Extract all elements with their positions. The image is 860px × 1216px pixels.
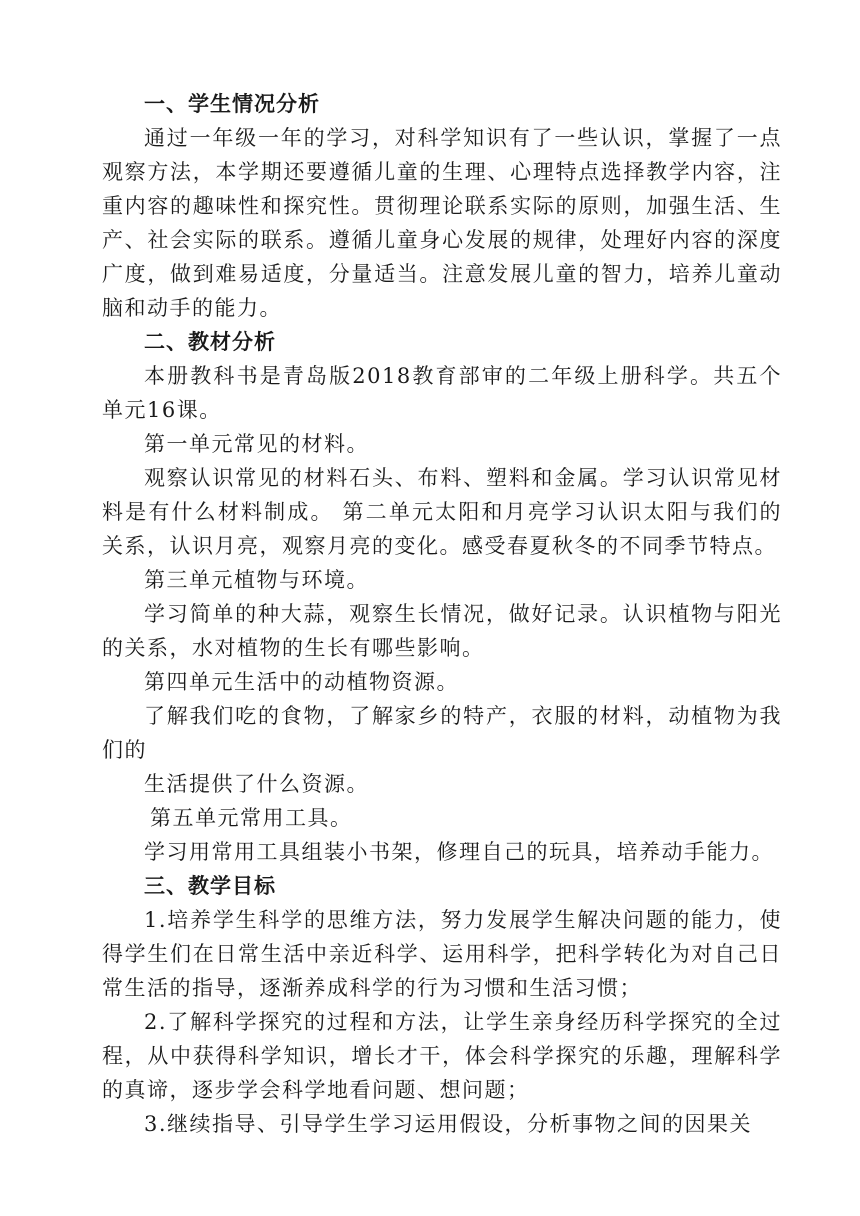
paragraph-goal-2: 2.了解科学探究的过程和方法，让学生亲身经历科学探究的全过程，从中获得科学知识，增长才干，体会科学探究的乐趣，理解科学的真谛，逐步学会科学地看问题、想问题； [102,1010,782,1102]
section-heading-teaching-goals: 三、教学目标 [144,874,276,898]
section-heading-textbook-analysis: 二、教材分析 [144,330,276,354]
paragraph-student-analysis: 通过一年级一年的学习，对科学知识有了一些认识，掌握了一点观察方法，本学期还要遵循儿童的生理、心理特点选择教学内容，注重内容的趣味性和探究性。贯彻理论联系实际的原则，加强生活、生产、社会实际的联系。遵循儿童身心发展的规律，处理好内容的深度广度，做到难易适度，分量适当。注意发展儿童的智力，培养儿童动脑和动手的能力。 [102,126,782,320]
paragraph-unit-four-content: 了解我们吃的食物，了解家乡的特产，衣服的材料，动植物为我们的 [102,704,782,762]
paragraph-unit-four-title: 第四单元生活中的动植物资源。 [144,670,459,694]
paragraph-goal-3: 3.继续指导、引导学生学习运用假设，分析事物之间的因果关 [144,1112,753,1136]
paragraph-unit-three-title: 第三单元植物与环境。 [144,568,369,592]
paragraph-unit-five-title: 第五单元常用工具。 [150,806,353,830]
paragraph-unit-three-content: 学习简单的种大蒜，观察生长情况，做好记录。认识植物与阳光的关系，水对植物的生长有哪些影响。 [102,602,782,660]
paragraph-goal-1: 1.培养学生科学的思维方法，努力发展学生解决问题的能力，使得学生们在日常生活中亲近科学、运用科学，把科学转化为对自己日常生活的指导，逐渐养成科学的行为习惯和生活习惯； [102,908,782,1000]
paragraph-unit-five-content: 学习用常用工具组装小书架，修理自己的玩具，培养动手能力。 [144,840,774,864]
section-heading-student-analysis: 一、学生情况分析 [144,92,320,116]
document-body [102,87,782,1141]
paragraph-unit-one-two: 观察认识常见的材料石头、布料、塑料和金属。学习认识常见材料是有什么材料制成。 第二单元太阳和月亮学习认识太阳与我们的关系，认识月亮，观察月亮的变化。感受春夏秋冬的不同季节特点。 [102,466,782,558]
paragraph-unit-one-title: 第一单元常见的材料。 [144,432,369,456]
paragraph-unit-four-continued: 生活提供了什么资源。 [144,772,369,796]
paragraph-textbook-intro: 本册教科书是青岛版2018教育部审的二年级上册科学。共五个单元16课。 [102,364,782,422]
